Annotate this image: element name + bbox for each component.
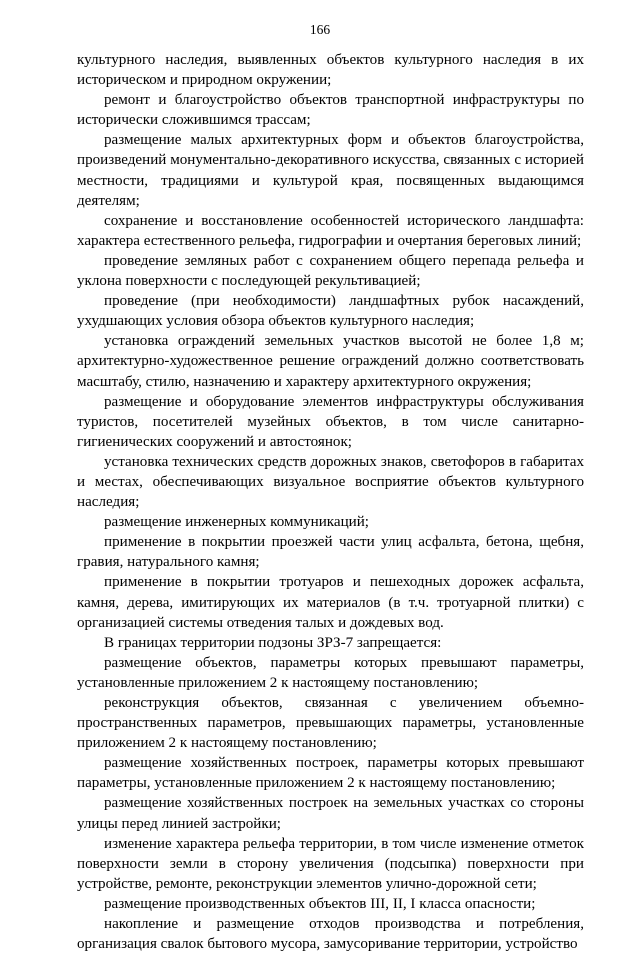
paragraph: размещение хозяйственных построек на земельных участках со стороны улицы перед линией застройки; <box>77 795 584 832</box>
paragraph: размещение объектов, параметры которых превышают параметры, установленные приложением 2 к настоящему постановлению; <box>77 654 584 691</box>
paragraph: размещение хозяйственных построек, параметры которых превышают параметры, установленные приложением 2 к настоящему постановлению; <box>77 755 584 792</box>
paragraph: накопление и размещение отходов производства и потребления, организация свалок бытового мусора, замусоривание территории, устройство <box>77 916 584 953</box>
paragraph: сохранение и восстановление особенностей исторического ландшафта: характера естественного рельефа, гидрографии и очертания береговых линий; <box>77 212 584 249</box>
paragraph: применение в покрытии тротуаров и пешеходных дорожек асфальта, камня, дерева, имитирующих их материалов (в т.ч. тротуарной плитки) с организацией системы отведения талых и дождевых вод. <box>77 574 584 631</box>
paragraph: размещение инженерных коммуникаций; <box>104 514 370 531</box>
paragraph: установка технических средств дорожных знаков, светофоров в габаритах и местах, обеспечивающих визуальное восприятие объектов культурного наследия; <box>77 453 584 511</box>
paragraph: применение в покрытии проезжей части улиц асфальта, бетона, щебня, гравия, натурального камня; <box>77 534 584 571</box>
paragraph: изменение характера рельефа территории, в том числе изменение отметок поверхности земли в сторону увеличения (подсыпка) поверхности при устройстве, ремонте, реконструкции элементов улично-дорожной сети; <box>77 835 584 892</box>
section-heading: В границах территории подзоны ЗРЗ-7 запрещается: <box>104 634 442 651</box>
paragraph: установка ограждений земельных участков высотой не более 1,8 м; архитектурно-художественное решение ограждений должно соответствовать масштабу, стилю, назначению и характеру архитектурного окружения; <box>77 333 584 390</box>
paragraph: размещение малых архитектурных форм и объектов благоустройства, произведений монументально-декоративного искусства, связанных с историей местности, традициями и культурой края, посвященных выдающимся деятелям; <box>77 132 584 209</box>
document-body <box>77 50 584 954</box>
paragraph: реконструкция объектов, связанная с увеличением объемно-пространственных параметров, превышающих параметры, установленные приложением 2 к настоящему постановлению; <box>77 695 584 752</box>
paragraph: проведение земляных работ с сохранением общего перепада рельефа и уклона поверхности с последующей рекультивацией; <box>77 252 584 290</box>
paragraph: проведение (при необходимости) ландшафтных рубок насаждений, ухудшающих условия обзора объектов культурного наследия; <box>77 293 584 330</box>
paragraph: размещение производственных объектов III, II, I класса опасности; <box>104 895 536 912</box>
page-number: 166 <box>309 22 331 37</box>
paragraph: ремонт и благоустройство объектов транспортной инфраструктуры по исторически сложившимся трассам; <box>77 92 584 129</box>
paragraph: размещение и оборудование элементов инфраструктуры обслуживания туристов, посетителей музейных объектов, в том числе санитарно-гигиенических сооружений и автостоянок; <box>77 393 584 450</box>
paragraph-continuation: культурного наследия, выявленных объектов культурного наследия в их историческом и природном окружении; <box>77 52 584 89</box>
